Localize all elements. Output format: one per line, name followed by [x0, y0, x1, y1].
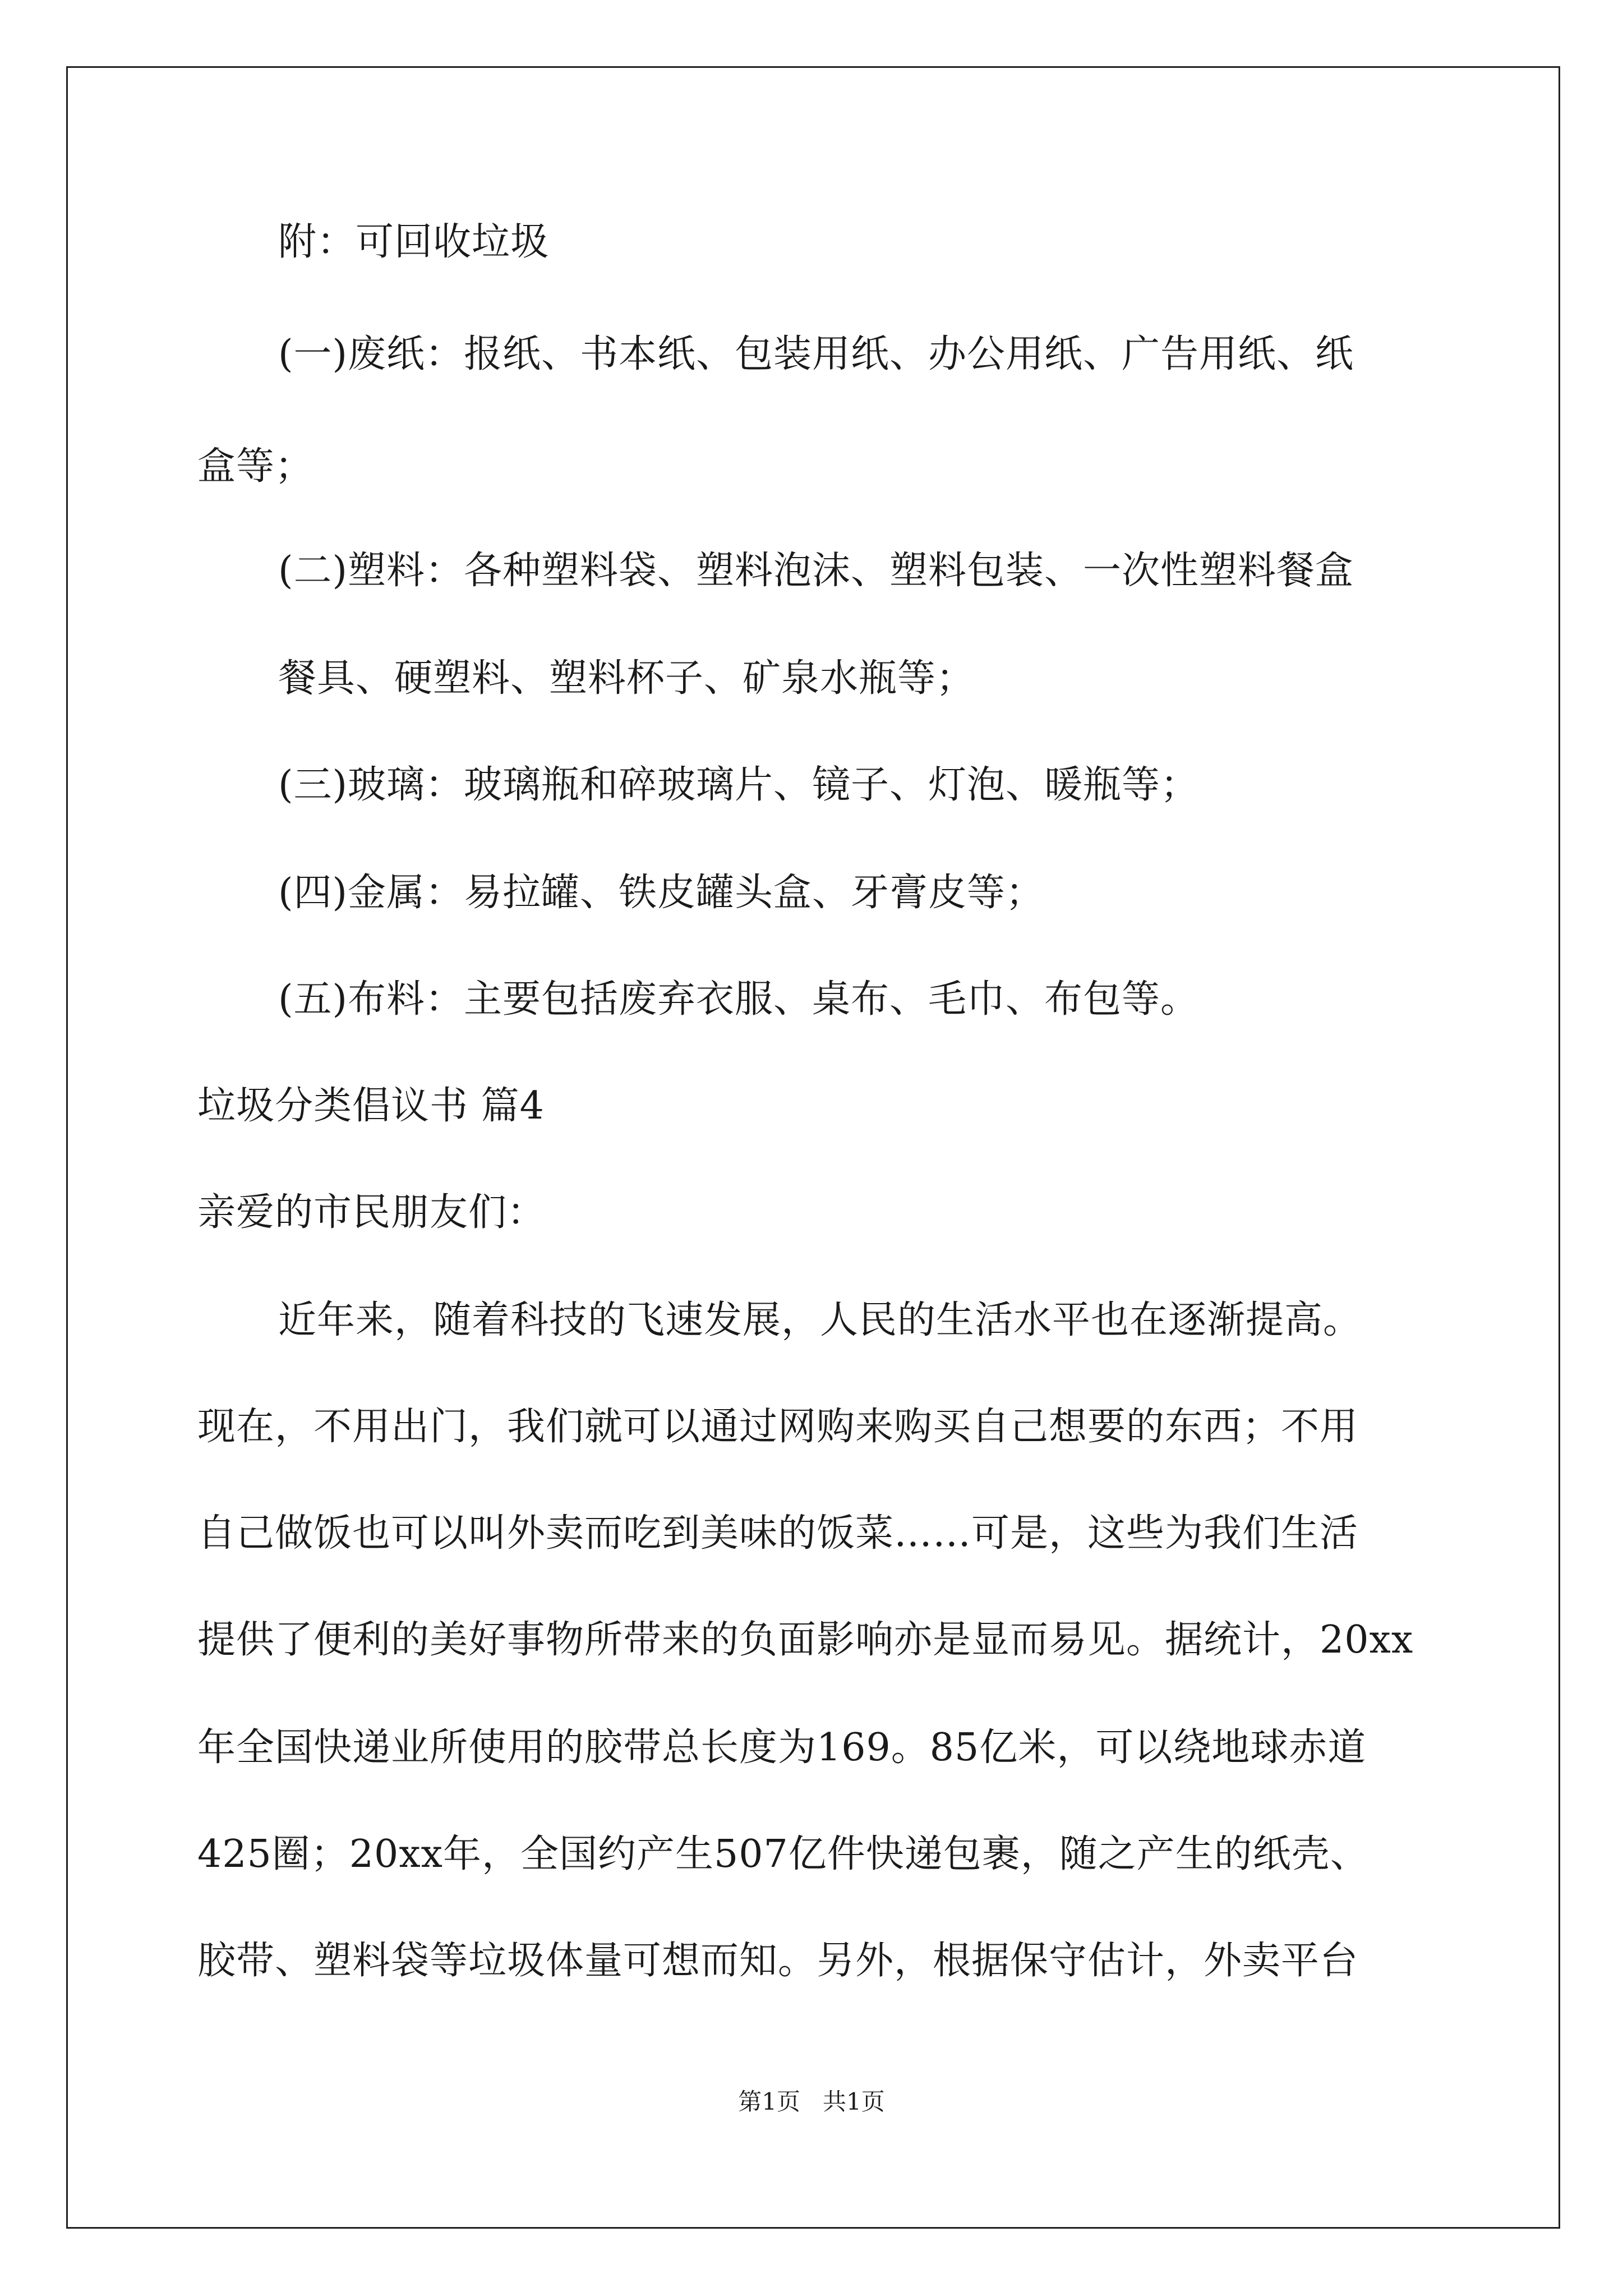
paragraph-line: 年全国快递业所使用的胶带总长度为169。85亿米，可以绕地球赤道 — [197, 1726, 1367, 1770]
paragraph-line: 自己做饭也可以叫外卖而吃到美味的饭菜……可是，这些为我们生活 — [197, 1511, 1359, 1556]
paragraph-line: (二)塑料：各种塑料袋、塑料泡沫、塑料包装、一次性塑料餐盒 — [278, 549, 1354, 593]
paragraph-line: 餐具、硬塑料、塑料杯子、矿泉水瓶等； — [278, 656, 975, 701]
paragraph-line: 提供了便利的美好事物所带来的负面影响亦是显而易见。据统计，20xx — [197, 1618, 1414, 1662]
paragraph-line: 425圈；20xx年，全国约产生507亿件快递包裹，随之产生的纸壳、 — [197, 1832, 1369, 1876]
paragraph-line: 胶带、塑料袋等垃圾体量可想而知。另外，根据保守估计，外卖平台 — [197, 1939, 1359, 1983]
paragraph-line: (三)玻璃：玻璃瓶和碎玻璃片、镜子、灯泡、暖瓶等； — [278, 763, 1200, 807]
paragraph-line: (四)金属：易拉罐、铁皮罐头盒、牙膏皮等； — [278, 871, 1045, 915]
paragraph-line: 现在，不用出门，我们就可以通过网购来购买自己想要的东西；不用 — [197, 1405, 1359, 1449]
salutation: 亲爱的市民朋友们： — [197, 1190, 546, 1235]
paragraph-line: 盒等； — [197, 444, 314, 489]
paragraph-line: (五)布料：主要包括废弃衣服、桌布、毛巾、布包等。 — [278, 977, 1200, 1022]
page-number-footer: 第1页 共1页 — [738, 2088, 885, 2115]
paragraph-line: 近年来，随着科技的飞速发展，人民的生活水平也在逐渐提高。 — [278, 1298, 1362, 1342]
paragraph-line: (一)废纸：报纸、书本纸、包装用纸、办公用纸、广告用纸、纸 — [278, 332, 1354, 376]
section-title: 垃圾分类倡议书 篇4 — [197, 1084, 545, 1128]
appendix-heading: 附：可回收垃圾 — [278, 220, 550, 264]
page-border — [66, 66, 1560, 2229]
